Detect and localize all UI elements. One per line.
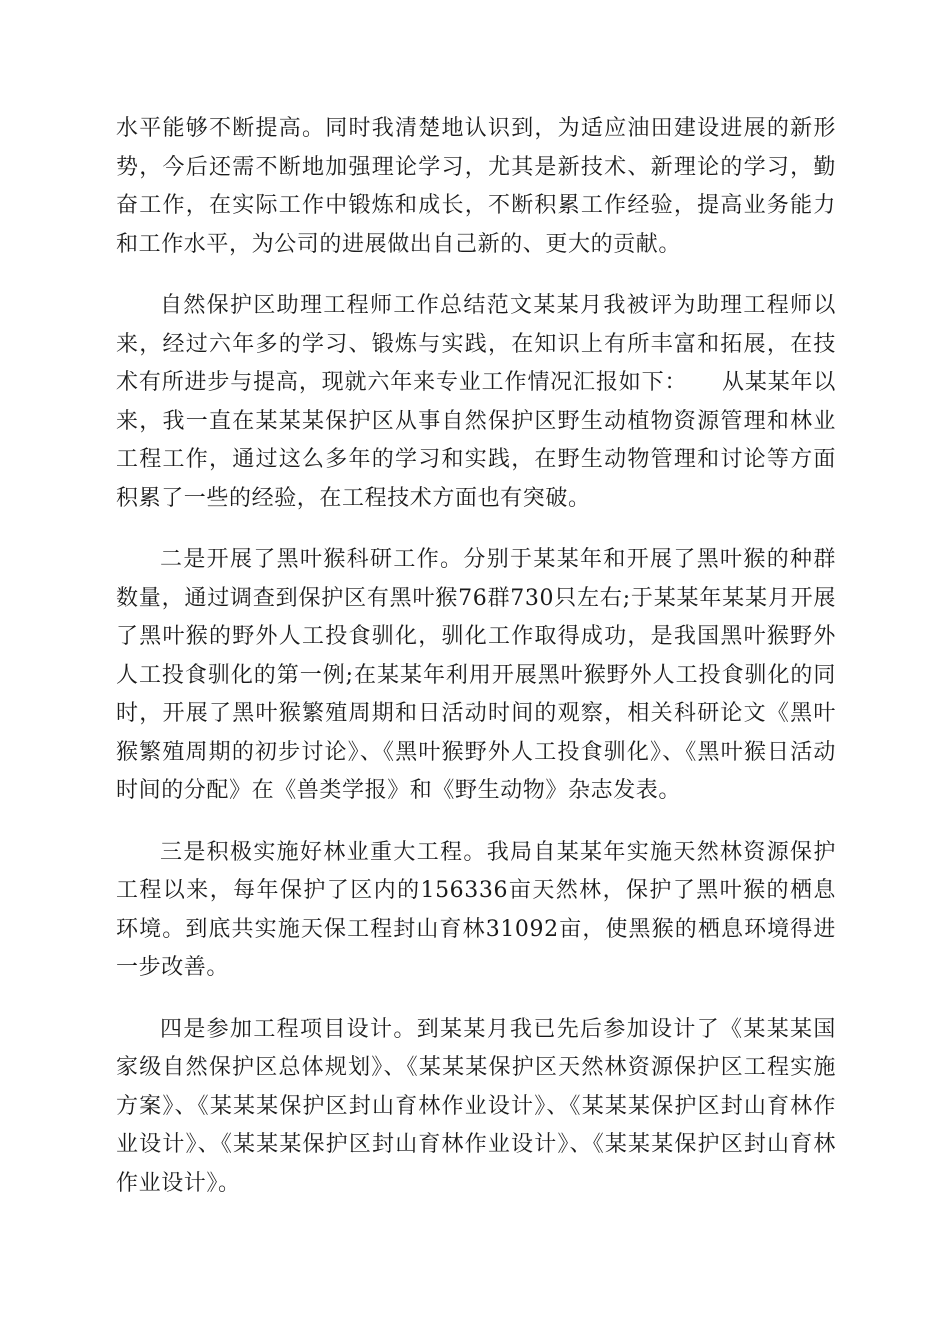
paragraph-forestry-projects: 三是积极实施好林业重大工程。我局自某某年实施天然林资源保护工程以来，每年保护了区内的156336亩天然林，保护了黑叶猴的栖息环境。到底共实施天保工程封山育林31092亩，使黑猴的栖息环境得进一步改善。 (116, 839, 836, 980)
paragraph-summary-intro: 自然保护区助理工程师工作总结范文某某月我被评为助理工程师以来，经过六年多的学习、锻炼与实践，在知识上有所丰富和拓展，在技术有所进步与提高，现就六年来专业工作情况汇报如下： 从某某年以来，我一直在某某某保护区从事自然保护区野生动植物资源管理和林业工程工作，通过这么多年的学习和实践，在野生动物管理和讨论等方面积累了一些的经验，在工程技术方面也有突破。 (116, 293, 836, 511)
paragraph-continuation: 水平能够不断提高。同时我清楚地认识到，为适应油田建设进展的新形势，今后还需不断地加强理论学习，尤其是新技术、新理论的学习，勤奋工作，在实际工作中锻炼和成长，不断积累工作经验，提高业务能力和工作水平，为公司的进展做出自己新的、更大的贡献。 (116, 116, 836, 257)
document-body (116, 110, 836, 1226)
paragraph-project-design: 四是参加工程项目设计。到某某月我已先后参加设计了《某某某国家级自然保护区总体规划》、《某某某保护区天然林资源保护区工程实施方案》、《某某某保护区封山育林作业设计》、《某某某保护区封山育林作业设计》、《某某某保护区封山育林作业设计》、《某某某保护区封山育林作业设计》。 (116, 1016, 836, 1196)
paragraph-research-work: 二是开展了黑叶猴科研工作。分别于某某年和开展了黑叶猴的种群数量，通过调查到保护区有黑叶猴76群730只左右;于某某年某某月开展了黑叶猴的野外人工投食驯化，驯化工作取得成功，是我国黑叶猴野外人工投食驯化的第一例;在某某年利用开展黑叶猴野外人工投食驯化的同时，开展了黑叶猴繁殖周期和日活动时间的观察，相关科研论文《黑叶猴繁殖周期的初步讨论》、《黑叶猴野外人工投食驯化》、《黑叶猴日活动时间的分配》在《兽类学报》和《野生动物》杂志发表。 (116, 547, 836, 803)
